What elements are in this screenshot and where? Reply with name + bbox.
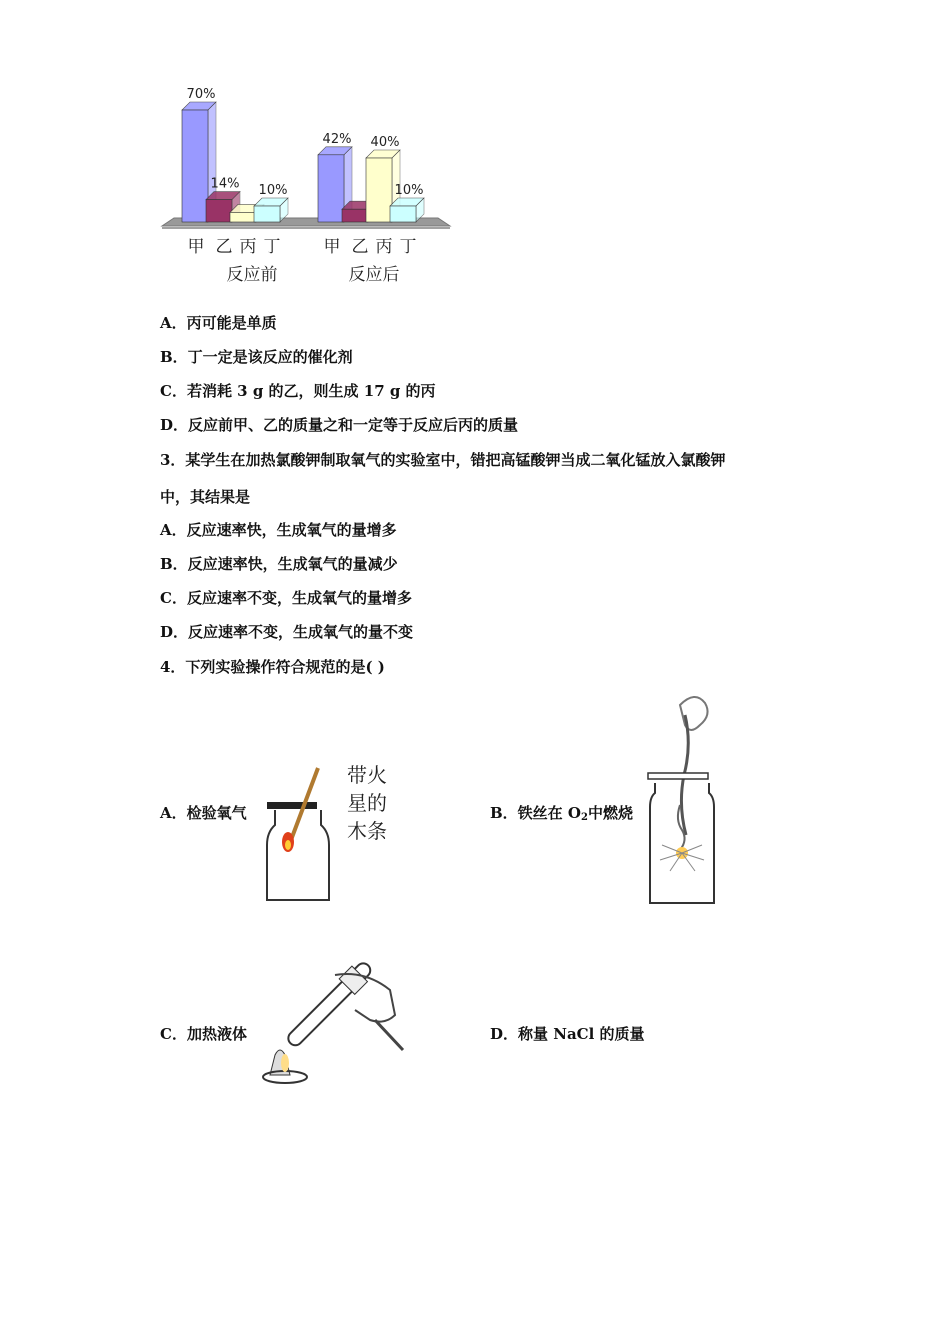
category-label-0-0: 甲 <box>187 237 205 257</box>
q3-stem-line2: 中，其结果是 <box>160 488 251 506</box>
bar-label-0-1: 14% <box>210 176 240 192</box>
q4-option-a: A．检验氧气 <box>160 804 247 822</box>
q3-option-b: B．反应速率快，生成氧气的量减少 <box>160 555 398 573</box>
bar-0-1 <box>206 200 232 222</box>
bar-0-2 <box>230 212 256 222</box>
category-label-1-3: 丁 <box>399 237 417 257</box>
splint-label-line3: 木条 <box>347 819 387 843</box>
bar-1-2 <box>366 158 392 222</box>
q4-stem: 4．下列实验操作符合规范的是( ) <box>160 658 385 676</box>
bar-label-1-3: 10% <box>394 183 424 198</box>
splint-label-line1: 带火 <box>347 763 387 787</box>
bar-1-1 <box>342 209 368 222</box>
iron-wire-burning-figure <box>640 685 730 910</box>
category-label-0-2: 丙 <box>239 237 257 257</box>
q3-stem-line1: 3．某学生在加热氯酸钾制取氧气的实验室中，错把高锰酸钾当成二氧化锰放入氯酸钾 <box>160 451 726 469</box>
category-label-1-1: 乙 <box>351 237 369 257</box>
oxygen-test-figure <box>255 760 405 910</box>
bar-1-0 <box>318 155 344 222</box>
splint-label-line2: 星的 <box>347 791 387 815</box>
category-label-1-2: 丙 <box>375 237 393 257</box>
bar-label-0-3: 10% <box>258 183 288 198</box>
q4-option-c: C．加热液体 <box>160 1025 247 1043</box>
group-label-1: 反应后 <box>348 265 400 285</box>
q2-option-a: A．丙可能是单质 <box>160 314 277 332</box>
q2-option-b: B．丁一定是该反应的催化剂 <box>160 348 353 366</box>
bar-label-1-2: 40% <box>370 135 400 150</box>
bar-label-0-0: 70% <box>186 87 216 102</box>
category-label-0-3: 丁 <box>263 237 281 257</box>
q4-option-b: B．铁丝在 $O_2$中燃烧 <box>490 804 633 823</box>
mass-fraction-bar-chart <box>150 60 470 290</box>
bar-label-1-0: 42% <box>322 131 352 147</box>
q3-option-c: C．反应速率不变，生成氧气的量增多 <box>160 589 412 607</box>
category-label-0-1: 乙 <box>215 237 233 257</box>
q3-option-a: A．反应速率快，生成氧气的量增多 <box>160 521 397 539</box>
category-label-1-0: 甲 <box>323 237 341 257</box>
group-label-0: 反应前 <box>226 265 278 285</box>
bar-0-0 <box>182 110 208 222</box>
bar-1-3 <box>390 206 416 222</box>
heating-liquid-figure <box>255 945 405 1095</box>
q2-option-d: D．反应前甲、乙的质量之和一定等于反应后丙的质量 <box>160 416 519 434</box>
q4-option-d: D．称量 NaCl 的质量 <box>490 1025 645 1043</box>
bar-0-3 <box>254 206 280 222</box>
q3-option-d: D．反应速率不变，生成氧气的量不变 <box>160 623 414 641</box>
q2-option-c: C．若消耗 3 g 的乙，则生成 17 g 的丙 <box>160 382 436 400</box>
